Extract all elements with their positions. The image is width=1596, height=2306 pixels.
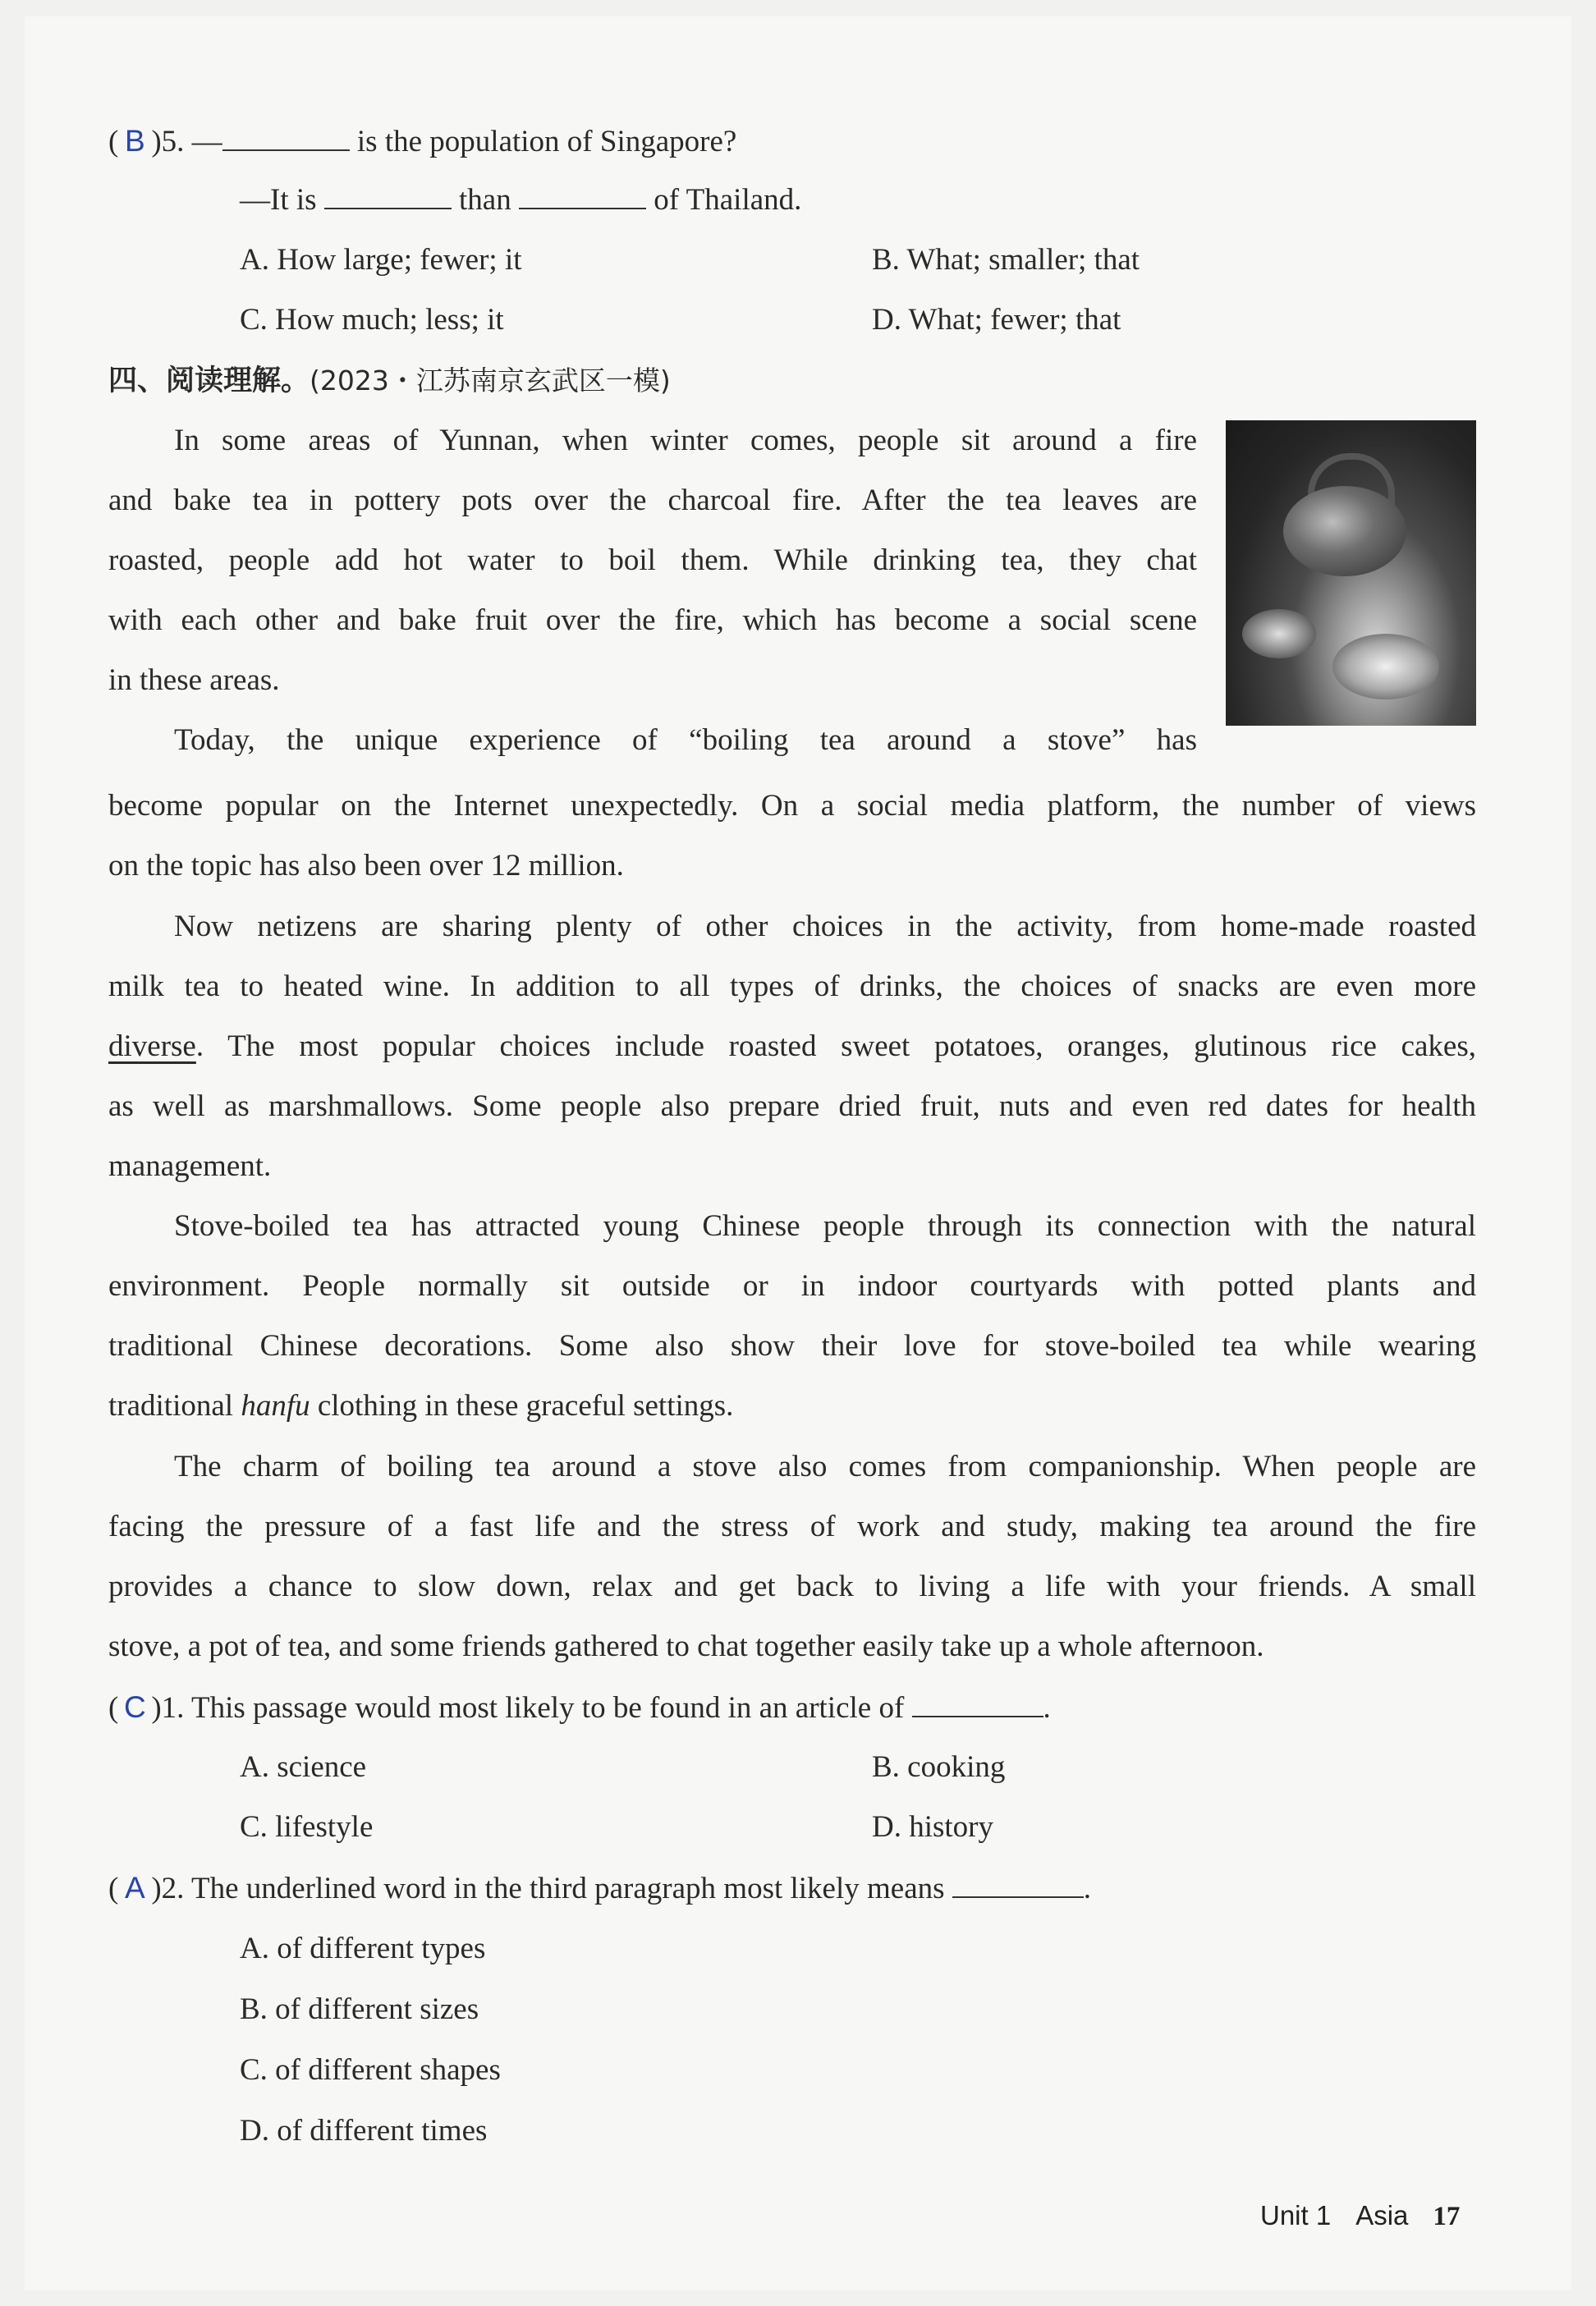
passage-line: management. xyxy=(108,1149,272,1183)
answer-q1: C xyxy=(123,1690,146,1724)
blank xyxy=(222,125,350,151)
q2-option-c: C. of different shapes xyxy=(240,2053,501,2087)
q1-option-d: D. history xyxy=(872,1810,993,1844)
question-2-stem: ( A )2. The underlined word in the third paragraph most likely means . xyxy=(108,1868,1091,1909)
q1-option-a: A. science xyxy=(240,1750,367,1784)
q5-option-a: A. How large; fewer; it xyxy=(240,243,522,277)
footer-unit: Unit 1 xyxy=(1260,2200,1332,2230)
passage-line: stove, a pot of tea, and some friends gathered to chat together easily take up a whole afternoon. xyxy=(108,1630,1264,1663)
passage-line: traditional hanfu clothing in these graceful settings. xyxy=(108,1389,734,1423)
tea-pot-photo xyxy=(1226,420,1476,726)
q5-option-b: B. What; smaller; that xyxy=(872,243,1140,277)
passage-line: on the topic has also been over 12 million. xyxy=(108,849,624,883)
passage-line: In some areas of Yunnan, when winter comes, people sit around a fire xyxy=(174,424,1197,457)
question-5-reply: —It is than of Thailand. xyxy=(240,183,802,217)
page-footer xyxy=(1260,2200,1460,2232)
q2-option-d: D. of different times xyxy=(240,2114,488,2148)
passage-line: provides a chance to slow down, relax and get back to living a life with your friends. A small xyxy=(108,1570,1476,1603)
underlined-word: diverse xyxy=(108,1029,196,1063)
question-1-stem: ( C )1. This passage would most likely to be found in an article of . xyxy=(108,1688,1051,1728)
passage-line: as well as marshmallows. Some people also prepare dried fruit, nuts and even red dates for health xyxy=(108,1089,1476,1123)
passage-line: Stove-boiled tea has attracted young Chinese people through its connection with the natural xyxy=(174,1209,1476,1243)
q1-option-b: B. cooking xyxy=(872,1750,1006,1784)
blank xyxy=(519,183,646,209)
q5-option-d: D. What; fewer; that xyxy=(872,303,1121,337)
passage-line: and bake tea in pottery pots over the charcoal fire. After the tea leaves are xyxy=(108,484,1197,517)
section-heading: 四、阅读理解。(2023・江苏南京玄武区一模) xyxy=(108,364,671,397)
page-number: 17 xyxy=(1433,2202,1461,2231)
passage-line: with each other and bake fruit over the fire, which has become a social scene xyxy=(108,603,1197,637)
q2-option-b: B. of different sizes xyxy=(240,1992,479,2026)
blank xyxy=(952,1872,1084,1898)
passage-line: diverse. The most popular choices include roasted sweet potatoes, oranges, glutinous rice cakes, xyxy=(108,1029,1476,1063)
passage-line: environment. People normally sit outside or in indoor courtyards with potted plants and xyxy=(108,1269,1476,1303)
passage-line: milk tea to heated wine. In addition to all types of drinks, the choices of snacks are even more xyxy=(108,970,1476,1003)
passage-line: The charm of boiling tea around a stove also comes from companionship. When people are xyxy=(174,1450,1476,1483)
passage-line: in these areas. xyxy=(108,663,280,697)
passage-line: facing the pressure of a fast life and the stress of work and study, making tea around the fire xyxy=(108,1510,1476,1543)
question-5-stem: ( B )5. — is the population of Singapore? xyxy=(108,121,736,162)
q5-option-c: C. How much; less; it xyxy=(240,303,504,337)
blank xyxy=(912,1691,1043,1717)
passage-line: traditional Chinese decorations. Some also show their love for stove-boiled tea while wearing xyxy=(108,1329,1476,1363)
answer-q2: A xyxy=(124,1871,145,1905)
footer-topic: Asia xyxy=(1355,2200,1409,2230)
passage-line: roasted, people add hot water to boil them. While drinking tea, they chat xyxy=(108,543,1197,577)
passage-line: Now netizens are sharing plenty of other choices in the activity, from home-made roasted xyxy=(174,910,1476,943)
blank xyxy=(324,183,452,209)
q1-option-c: C. lifestyle xyxy=(240,1810,374,1844)
passage-line: become popular on the Internet unexpectedly. On a social media platform, the number of views xyxy=(108,789,1476,823)
q2-option-a: A. of different types xyxy=(240,1932,486,1965)
answer-q5: B xyxy=(124,124,145,158)
passage-line: Today, the unique experience of “boiling tea around a stove” has xyxy=(174,723,1197,757)
